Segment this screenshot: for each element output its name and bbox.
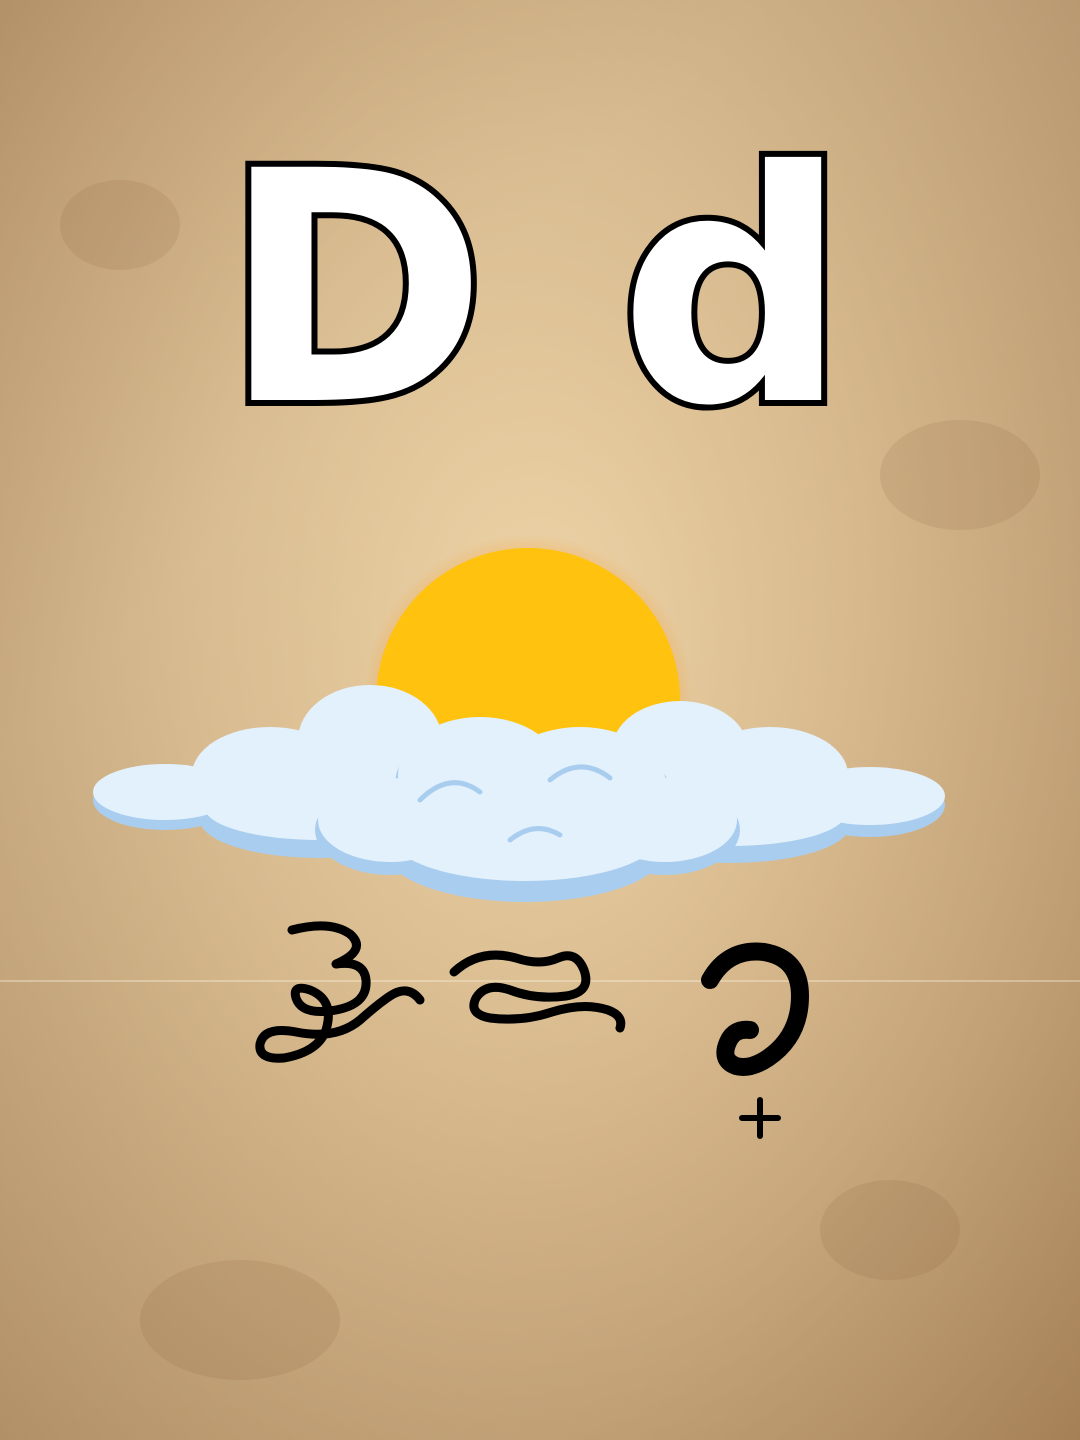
sun-cloud-illustration (80, 530, 960, 930)
baybayin-script-word (240, 900, 860, 1160)
kudlit-mark (742, 1100, 778, 1136)
baybayin-char-3 (710, 952, 800, 1067)
letter-heading: D d (221, 104, 859, 476)
baybayin-char-2 (454, 955, 621, 1028)
baybayin-char-1 (260, 926, 420, 1058)
paper-stain (140, 1260, 340, 1380)
paper-stain (820, 1180, 960, 1280)
